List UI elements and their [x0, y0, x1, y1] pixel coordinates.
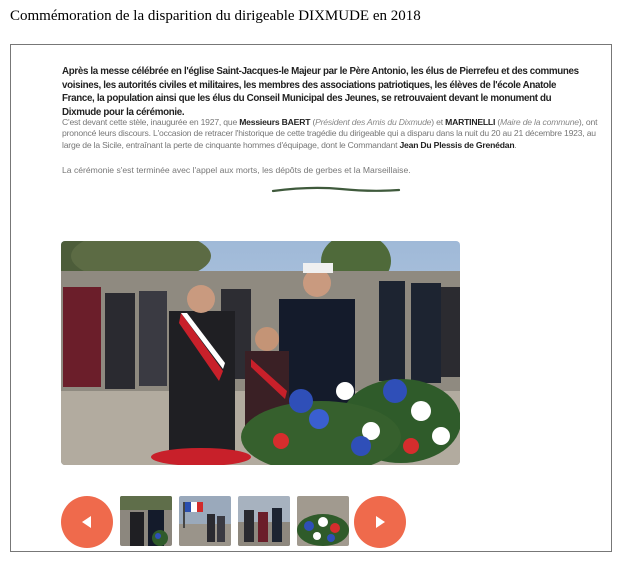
- gallery-thumbnail[interactable]: [179, 496, 231, 546]
- main-photo: [61, 241, 460, 465]
- gallery-thumbnail[interactable]: [297, 496, 349, 546]
- gallery-thumbnail[interactable]: [120, 496, 172, 546]
- chevron-right-icon: [354, 496, 406, 548]
- page-title: Commémoration de la disparition du dirigeable DIXMUDE en 2018: [10, 8, 421, 24]
- name-commandant: Jean Du Plessis de Grenédan: [399, 139, 515, 150]
- paragraph-text: C'est devant cette stèle, inaugurée en 1927, que: [62, 117, 240, 127]
- name-martinelli: MARTINELLI: [445, 117, 496, 127]
- role-martinelli: Maire de la commune: [500, 117, 579, 127]
- role-baert: Président des Amis du Dixmude: [315, 117, 432, 127]
- article-paragraph: C'est devant cette stèle, inaugurée en 1927, que Messieurs BAERT (Président des Amis du Dixmude) et MARTINELLI (Maire de la commune), ont prononcé leurs discours. L'occasion de retracer l'historique de cette tragédie du dirigeable qui a disparu dans la nuit du 20 au 21 décembre 1923, au large de la Sicile, entraînant la perte de cinquante hommes d'équipage, dont le Commandant Jean Du Plessis de Grenédan.: [62, 117, 598, 150]
- chevron-left-icon: [61, 496, 113, 548]
- gallery-thumbnail[interactable]: [238, 496, 290, 546]
- paragraph-text: .: [514, 139, 517, 150]
- gallery-prev-button[interactable]: [61, 496, 113, 548]
- name-baert: Messieurs BAERT: [239, 117, 311, 127]
- paragraph-text: et: [433, 117, 446, 127]
- article-frame: [10, 44, 612, 552]
- paragraph-text: , ont prononcé leurs discours. L'occasion de retracer l'historique de cette tragédie du dirigeable qui a disparu dans la nuit du 20 au 21 décembre 1923, au large de la Sicile, entraînant la perte de cinquante hommes d'équipage, dont le Commandant: [62, 117, 598, 150]
- article-intro: Après la messe célébrée en l'église Saint-Jacques-le Majeur par le Père Antonio, les élus de Pierrefeu et des communes voisines, les autorités civiles et militaires, les membres des associations patriotiques, les élèves de l'école Anatole France, la population ainsi que les élus du Conseil Municipal des Jeunes, se retrouvaient devant le monument du Dixmude pour la cérémonie.: [62, 66, 579, 118]
- brush-divider: [271, 185, 401, 195]
- gallery-next-button[interactable]: [354, 496, 406, 548]
- article-closing: La cérémonie s'est terminée avec l'appel aux morts, les dépôts de gerbes et la Marseillaise.: [62, 165, 411, 175]
